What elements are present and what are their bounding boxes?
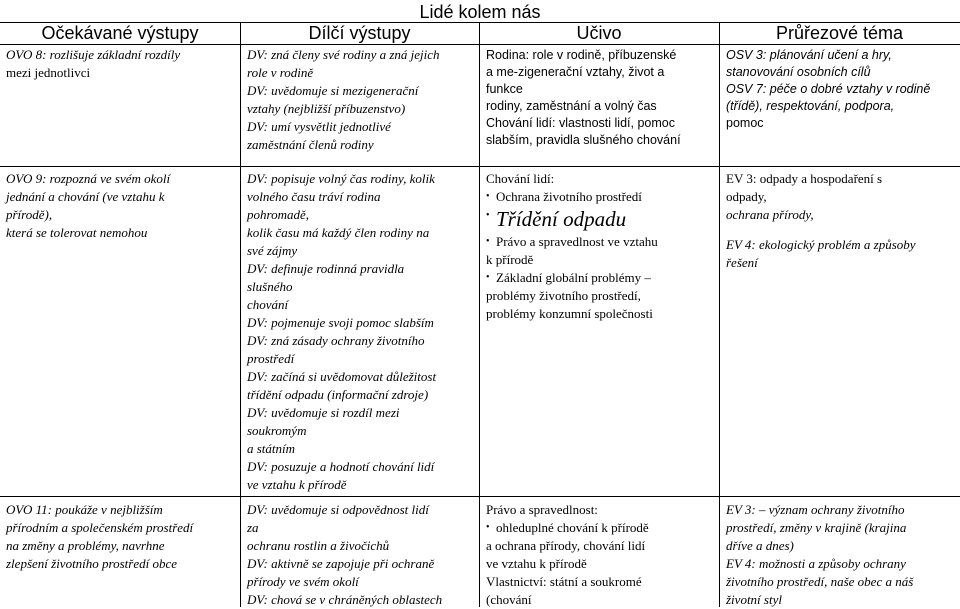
- text-line: své zájmy: [247, 243, 298, 258]
- bullet-item: [486, 207, 716, 231]
- text-line: • Ochrana životního prostředí: [496, 189, 642, 204]
- text-line: DV: uvědomuje si rozdíl mezi: [247, 405, 400, 420]
- grid-line: [719, 22, 720, 607]
- row2-subject-matter: [486, 170, 716, 323]
- text-line: pohromadě,: [247, 207, 309, 222]
- text-line: která se tolerovat nemohou: [6, 225, 148, 240]
- text-line: Chování lidí:: [486, 171, 555, 186]
- bullet-item: [486, 519, 716, 537]
- text-line: vztahy (nejbližší příbuzenstvo): [247, 101, 406, 116]
- text-line: OVO 9: rozpozná ve svém okolí: [6, 171, 171, 186]
- text-line: DV: pojmenuje svoji pomoc slabším: [247, 315, 434, 330]
- text-line: DV: umí vysvětlit jednotlivé: [247, 119, 391, 134]
- text-line: Vlastnictví: státní a soukromé: [486, 574, 642, 589]
- text-line: jednání a chování (ve vztahu k: [6, 189, 165, 204]
- row2-expected-outcome: [6, 170, 238, 242]
- text-line: Právo a spravedlnost:: [486, 502, 598, 517]
- grid-line: [0, 22, 960, 23]
- text-line: a me-zigenerační vztahy, život a: [486, 65, 665, 79]
- text-line: odpady,: [726, 189, 767, 204]
- row1-subject-matter: [486, 47, 716, 149]
- text-line: ochranu rostlin a živočichů: [247, 538, 390, 553]
- text-line: EV 3: odpady a hospodaření s: [726, 171, 883, 186]
- text-line: a ochrana přírody, chování lidí: [486, 538, 646, 553]
- row2-cross-curricular: [726, 170, 958, 272]
- text-line: (chování: [486, 592, 532, 607]
- bullet-item: [486, 188, 716, 206]
- text-line: slušného: [247, 279, 293, 294]
- text-line: pomoc: [726, 116, 764, 130]
- text-line: DV: uvědomuje si odpovědnost lidí: [247, 502, 429, 517]
- text-line: k přírodě: [486, 252, 534, 267]
- text-line: rodiny, zaměstnání a volný čas: [486, 99, 657, 113]
- text-line: ve vztahu k přírodě: [247, 477, 347, 492]
- text-line: OSV 7: péče o dobré vztahy v rodině: [726, 82, 931, 96]
- grid-line: [479, 22, 480, 607]
- text-line: volného času tráví rodina: [247, 189, 381, 204]
- text-line: přírodním a společenském prostředí: [6, 520, 194, 535]
- header-expected-outcomes: Očekávané výstupy: [41, 23, 199, 43]
- header-cross-curricular-theme: Průřezové téma: [775, 23, 904, 43]
- text-line: životního prostředí, naše obec a náš: [726, 574, 914, 589]
- text-line: DV: aktivně se zapojuje při ochraně: [247, 556, 435, 571]
- text-line: DV: zná členy své rodiny a zná jejich: [247, 47, 440, 62]
- text-line: DV: definuje rodinná pravidla: [247, 261, 405, 276]
- row2-partial-outcomes: [247, 170, 477, 494]
- text-line: • Základní globální problémy –: [496, 270, 651, 285]
- text-line: DV: chová se v chráněných oblastech: [247, 592, 443, 607]
- text-line: ve vztahu k přírodě: [486, 556, 587, 571]
- text-line: • ohleduplné chování k přírodě: [496, 520, 649, 535]
- text-line: třídění odpadu (informační zdroje): [247, 387, 429, 402]
- text-line: zlepšení životního prostředí obce: [6, 556, 178, 571]
- text-line: kolik času má každý člen rodiny na: [247, 225, 430, 240]
- text-line: stanovování osobních cílů: [726, 65, 871, 79]
- text-line: na změny a problémy, navrhne: [6, 538, 165, 553]
- text-line: EV 4: ekologický problém a způsoby: [726, 237, 916, 252]
- text-line: OVO 8: rozlišuje základní rozdíly: [6, 47, 181, 62]
- text-line: mezi jednotlivci: [6, 65, 91, 80]
- text-line: EV 4: možnosti a způsoby ochrany: [726, 556, 906, 571]
- text-line: za: [247, 520, 259, 535]
- text-line: DV: uvědomuje si mezigenerační: [247, 83, 419, 98]
- row3-expected-outcome: [6, 501, 238, 573]
- text-line: EV 3: – význam ochrany životního: [726, 502, 905, 517]
- text-line: slabším, pravidla slušného chování: [486, 133, 681, 147]
- row1-cross-curricular: [726, 47, 958, 132]
- text-line: prostředí, změny v krajině (krajina: [726, 520, 907, 535]
- grid-line: [240, 22, 241, 607]
- text-line: dříve a dnes): [726, 538, 794, 553]
- text-line: Rodina: role v rodině, příbuzenské: [486, 48, 677, 62]
- text-line: a státním: [247, 441, 296, 456]
- text-line: ochrana přírody,: [726, 207, 814, 222]
- text-line: chování: [247, 297, 289, 312]
- bullet-item: [486, 269, 716, 287]
- text-line: (třídě), respektování, podpora,: [726, 99, 895, 113]
- grid-line: [0, 166, 960, 167]
- bullet-item: [486, 233, 716, 251]
- text-line: role v rodině: [247, 65, 314, 80]
- text-line: přírody ve svém okolí: [247, 574, 359, 589]
- text-line: životní styl: [726, 592, 782, 607]
- row3-subject-matter: [486, 501, 716, 609]
- text-line: DV: posuzuje a hodnotí chování lidí: [247, 459, 435, 474]
- text-line: DV: popisuje volný čas rodiny, kolik: [247, 171, 435, 186]
- text-line: DV: zná zásady ochrany životního: [247, 333, 425, 348]
- text-line: Chování lidí: vlastnosti lidí, pomoc: [486, 116, 675, 130]
- row1-expected-outcome: [6, 46, 238, 82]
- text-line: přírodě),: [6, 207, 53, 222]
- row3-partial-outcomes: [247, 501, 477, 609]
- text-line: problémy konzumní společnosti: [486, 306, 653, 321]
- text-line: soukromým: [247, 423, 307, 438]
- row1-partial-outcomes: [247, 46, 477, 154]
- grid-line: [0, 496, 960, 497]
- text-line: řešení: [726, 255, 758, 270]
- table-title: Lidé kolem nás: [419, 2, 541, 22]
- text-line: problémy životního prostředí,: [486, 288, 641, 303]
- grid-line: [0, 44, 960, 45]
- text-line: OSV 3: plánování učení a hry,: [726, 48, 892, 62]
- text-line: zaměstnání členů rodiny: [247, 137, 374, 152]
- emphasized-text: • Třídění odpadu: [496, 207, 627, 231]
- text-line: DV: začíná si uvědomovat důležitost: [247, 369, 437, 384]
- text-line: funkce: [486, 82, 523, 96]
- header-subject-matter: Učivo: [576, 23, 622, 43]
- text-line: OVO 11: poukáže v nejbližším: [6, 502, 163, 517]
- header-partial-outcomes: Dílčí výstupy: [308, 23, 411, 43]
- text-line: prostředí: [247, 351, 295, 366]
- row3-cross-curricular: [726, 501, 958, 609]
- text-line: • Právo a spravedlnost ve vztahu: [496, 234, 658, 249]
